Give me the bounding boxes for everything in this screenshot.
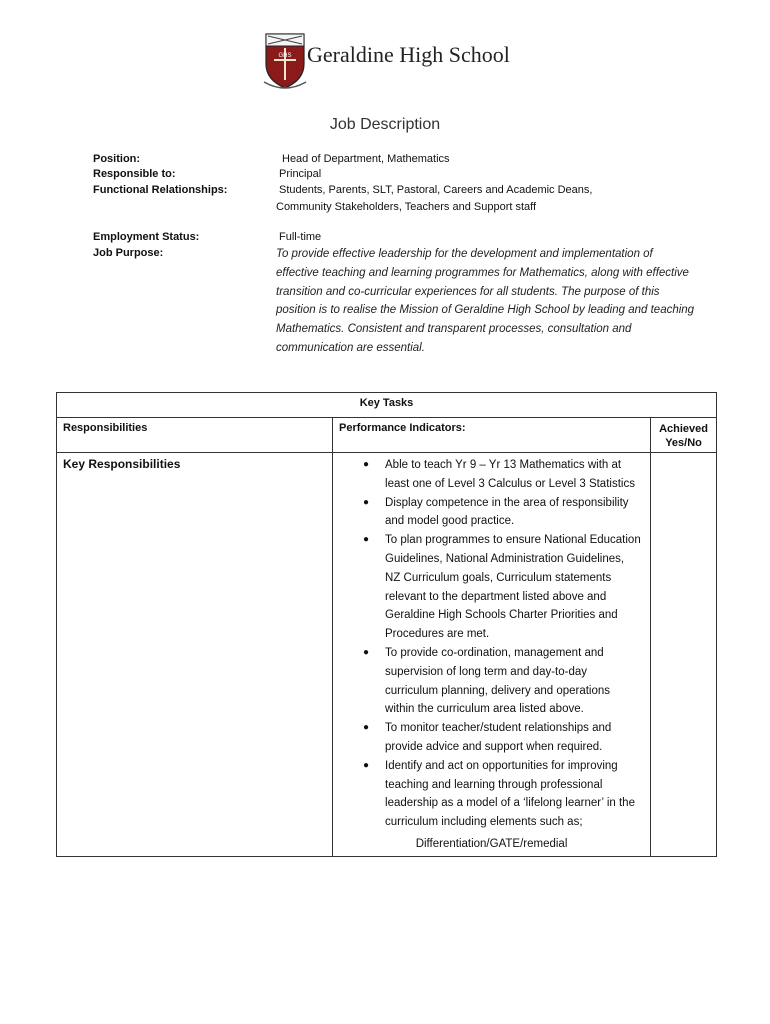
functional-label: Functional Relationships: — [93, 184, 228, 196]
crest-text: GHS — [278, 53, 292, 59]
school-name: Geraldine High School — [307, 42, 510, 67]
indicators-cell — [333, 453, 651, 857]
key-tasks-table — [56, 392, 717, 857]
functional-value-line-1: Students, Parents, SLT, Pastoral, Careers and Academic Deans, — [279, 184, 593, 196]
achieved-header: Achieved Yes/No — [651, 418, 717, 453]
position-label: Position: — [93, 153, 141, 165]
bullet-icon: ● — [363, 722, 370, 734]
indicators-header: Performance Indicators: — [333, 418, 651, 453]
indicators-list — [333, 453, 650, 836]
responsibilities-header: Responsibilities — [57, 418, 333, 453]
bullet-icon: ● — [363, 459, 370, 470]
list-item: ● Display competence in the area of responsibility and model good practice. — [385, 494, 642, 532]
employment-value: Full-time — [279, 231, 322, 243]
purpose-text: To provide effective leadership for the development and implementation of effective teaching and learning programmes for Mathematics, along with effective transition and co-curricular experiences for all students. The purpose of this position is to realise the Mission of Geraldine High School by leading and teaching Mathematics. Consistent and transparent processes, consultation and communication are essential. — [276, 248, 695, 354]
responsible-label: Responsible to: — [93, 168, 176, 180]
school-crest-icon — [262, 30, 308, 92]
responsibility-cell — [57, 453, 333, 857]
list-item: ● To plan programmes to ensure National Education Guidelines, National Administration Guidelines, NZ Curriculum goals, Curriculum statements relevant to the department listed above and Geraldine High Schools Charter Priorities and Procedures are met. — [385, 531, 642, 644]
responsible-value: Principal — [279, 168, 322, 180]
indicator-continuation: Differentiation/GATE/remedial — [415, 837, 568, 850]
list-item: ● Identify and act on opportunities for improving teaching and learning through professional leadership as a model of a ‘lifelong learner’ in the curriculum including elements such as; — [385, 757, 642, 832]
employment-label: Employment Status: — [93, 231, 200, 243]
position-value: Head of Department, Mathematics — [282, 153, 450, 165]
achieved-cell — [651, 453, 717, 857]
bullet-icon: ● — [363, 759, 370, 771]
list-item: ● Able to teach Yr 9 – Yr 13 Mathematics with at least one of Level 3 Calculus or Level 3 Statistics — [385, 456, 642, 494]
bullet-icon: ● — [363, 534, 370, 546]
school-header — [262, 28, 522, 94]
bullet-icon: ● — [363, 646, 370, 658]
list-item: ● To monitor teacher/student relationships and provide advice and support when required. — [385, 719, 642, 757]
document-title: Job Description — [329, 116, 441, 133]
list-item: ● To provide co-ordination, management and supervision of long term and day-to-day curriculum planning, delivery and operations within the curriculum area listed above. — [385, 644, 642, 719]
key-responsibilities-label: Key Responsibilities — [63, 457, 181, 471]
purpose-label: Job Purpose: — [93, 247, 164, 259]
bullet-icon: ● — [363, 496, 370, 508]
functional-value-line-2: Community Stakeholders, Teachers and Support staff — [276, 201, 537, 213]
key-tasks-heading: Key Tasks — [57, 393, 717, 418]
